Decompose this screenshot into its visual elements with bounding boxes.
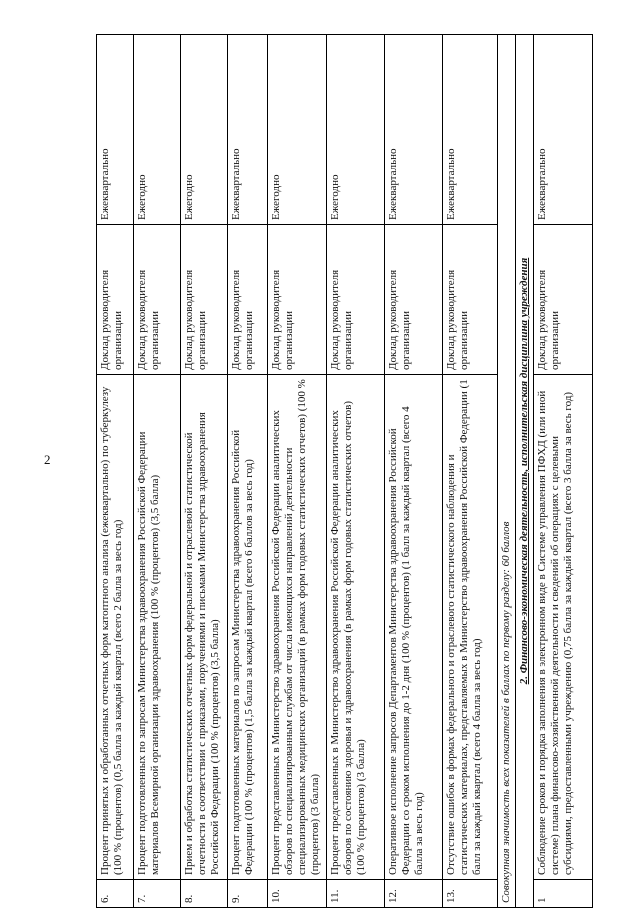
form-cell: Доклад руководителя организации bbox=[268, 225, 327, 375]
section-header-row bbox=[515, 35, 533, 908]
table-row bbox=[327, 35, 385, 908]
row-number: 8. bbox=[181, 880, 228, 908]
table-row bbox=[228, 35, 268, 908]
indicators-table bbox=[96, 34, 593, 908]
table-row bbox=[134, 35, 181, 908]
row-number: 6. bbox=[97, 880, 134, 908]
row-number: 7. bbox=[134, 880, 181, 908]
total-row bbox=[498, 35, 516, 908]
table-row bbox=[181, 35, 228, 908]
section-title: 2. Финансово-экономическая деятельность, исполнительская дисциплина учреждения bbox=[515, 35, 533, 908]
table-row bbox=[268, 35, 327, 908]
total-text: Совокупная значимость всех показателей в баллах по первому разделу: 60 баллов bbox=[498, 35, 516, 908]
period-cell: Ежеквартально bbox=[385, 35, 443, 225]
indicator-cell: Отсутствие ошибок в формах федерального и отраслевого статистического наблюдения и статистических материалах, представляемых в Министерство здравоохранения Российской Федерации (1 балл за каждый квартал (всего 4 балла за весь год) bbox=[443, 375, 498, 880]
period-cell: Ежегодно bbox=[181, 35, 228, 225]
form-cell: Доклад руководителя организации bbox=[443, 225, 498, 375]
form-cell: Доклад руководителя организации bbox=[533, 225, 592, 375]
row-number: 13. bbox=[443, 880, 498, 908]
period-cell: Ежеквартально bbox=[443, 35, 498, 225]
row-number: 11. bbox=[327, 880, 385, 908]
indicator-cell: Оперативное исполнение запросов Департаментов Министерства здравоохранения Российской Федерации со сроком исполнения до 1-2 дня (100 % (процентов) (1 балл за каждый квартал (всего 4 балла за весь год) bbox=[385, 375, 443, 880]
row-number: 1 bbox=[533, 880, 592, 908]
table-row bbox=[97, 35, 134, 908]
period-cell: Ежеквартально bbox=[228, 35, 268, 225]
row-number: 12. bbox=[385, 880, 443, 908]
form-cell: Доклад руководителя организации bbox=[134, 225, 181, 375]
indicator-cell: Процент принятых и обработанных отчетных форм катоптного анализа (ежеквартально) по туберкулезу (100 % (процентов) (0,5 балла за каждый квартал (всего 2 балла за весь год) bbox=[97, 375, 134, 880]
period-cell: Ежегодно bbox=[268, 35, 327, 225]
period-cell: Ежегодно bbox=[327, 35, 385, 225]
indicator-cell: Процент подготовленных по запросам Министерства здравоохранения Российской Федерации материалов Всемирной организации здравоохранения (100 % (процентов) (3,5 балла) bbox=[134, 375, 181, 880]
indicator-cell: Процент представленных в Министерство здравоохранения Российской Федерации аналитических обзоров по специализированным службам от числа имеющихся направлений деятельности специализированных медицинских организаций (в рамках форм годовых статистических отчетов) (100 % (процентов) (3 балла) bbox=[268, 375, 327, 880]
indicator-cell: Процент представленных в Министерство здравоохранения Российской Федерации аналитических обзоров по состоянию здоровья и здравоохранения (в рамках форм годовых статистических отчетов) (100 % (процентов) (3 балла) bbox=[327, 375, 385, 880]
form-cell: Доклад руководителя организации bbox=[97, 225, 134, 375]
page-number: 2 bbox=[44, 452, 51, 467]
table-row bbox=[385, 35, 443, 908]
row-number: 10. bbox=[268, 880, 327, 908]
row-number: 9. bbox=[228, 880, 268, 908]
form-cell: Доклад руководителя организации bbox=[385, 225, 443, 375]
form-cell: Доклад руководителя организации bbox=[181, 225, 228, 375]
indicator-cell: Соблюдение сроков и порядка заполнения в электронном виде в Системе управления ПФХД (или иной системе) плана финансово-хозяйственной деятельности и сведений об операциях с целевыми субсидиями, предоставленными учреждению (0,75 балла за каждый квартал (всего 3 балла за весь год) bbox=[533, 375, 592, 880]
indicator-cell: Процент подготовленных материалов по запросам Министерства здравоохранения Российской Федерации (100 % (процентов) (1,5 балла за каждый квартал (всего 6 баллов за весь год) bbox=[228, 375, 268, 880]
indicator-cell: Прием и обработка статистических отчетных форм федеральной и отраслевой статистической отчетности в соответствии с приказами, поручениями и письмами Министерства здравоохранения Российской Федерации (100 % (процентов) (3,5 балла) bbox=[181, 375, 228, 880]
table-row bbox=[443, 35, 498, 908]
form-cell: Доклад руководителя организации bbox=[327, 225, 385, 375]
rotated-table-area bbox=[96, 35, 574, 908]
form-cell: Доклад руководителя организации bbox=[228, 225, 268, 375]
period-cell: Ежеквартально bbox=[533, 35, 592, 225]
period-cell: Ежегодно bbox=[134, 35, 181, 225]
period-cell: Ежеквартально bbox=[97, 35, 134, 225]
table-row bbox=[533, 35, 592, 908]
